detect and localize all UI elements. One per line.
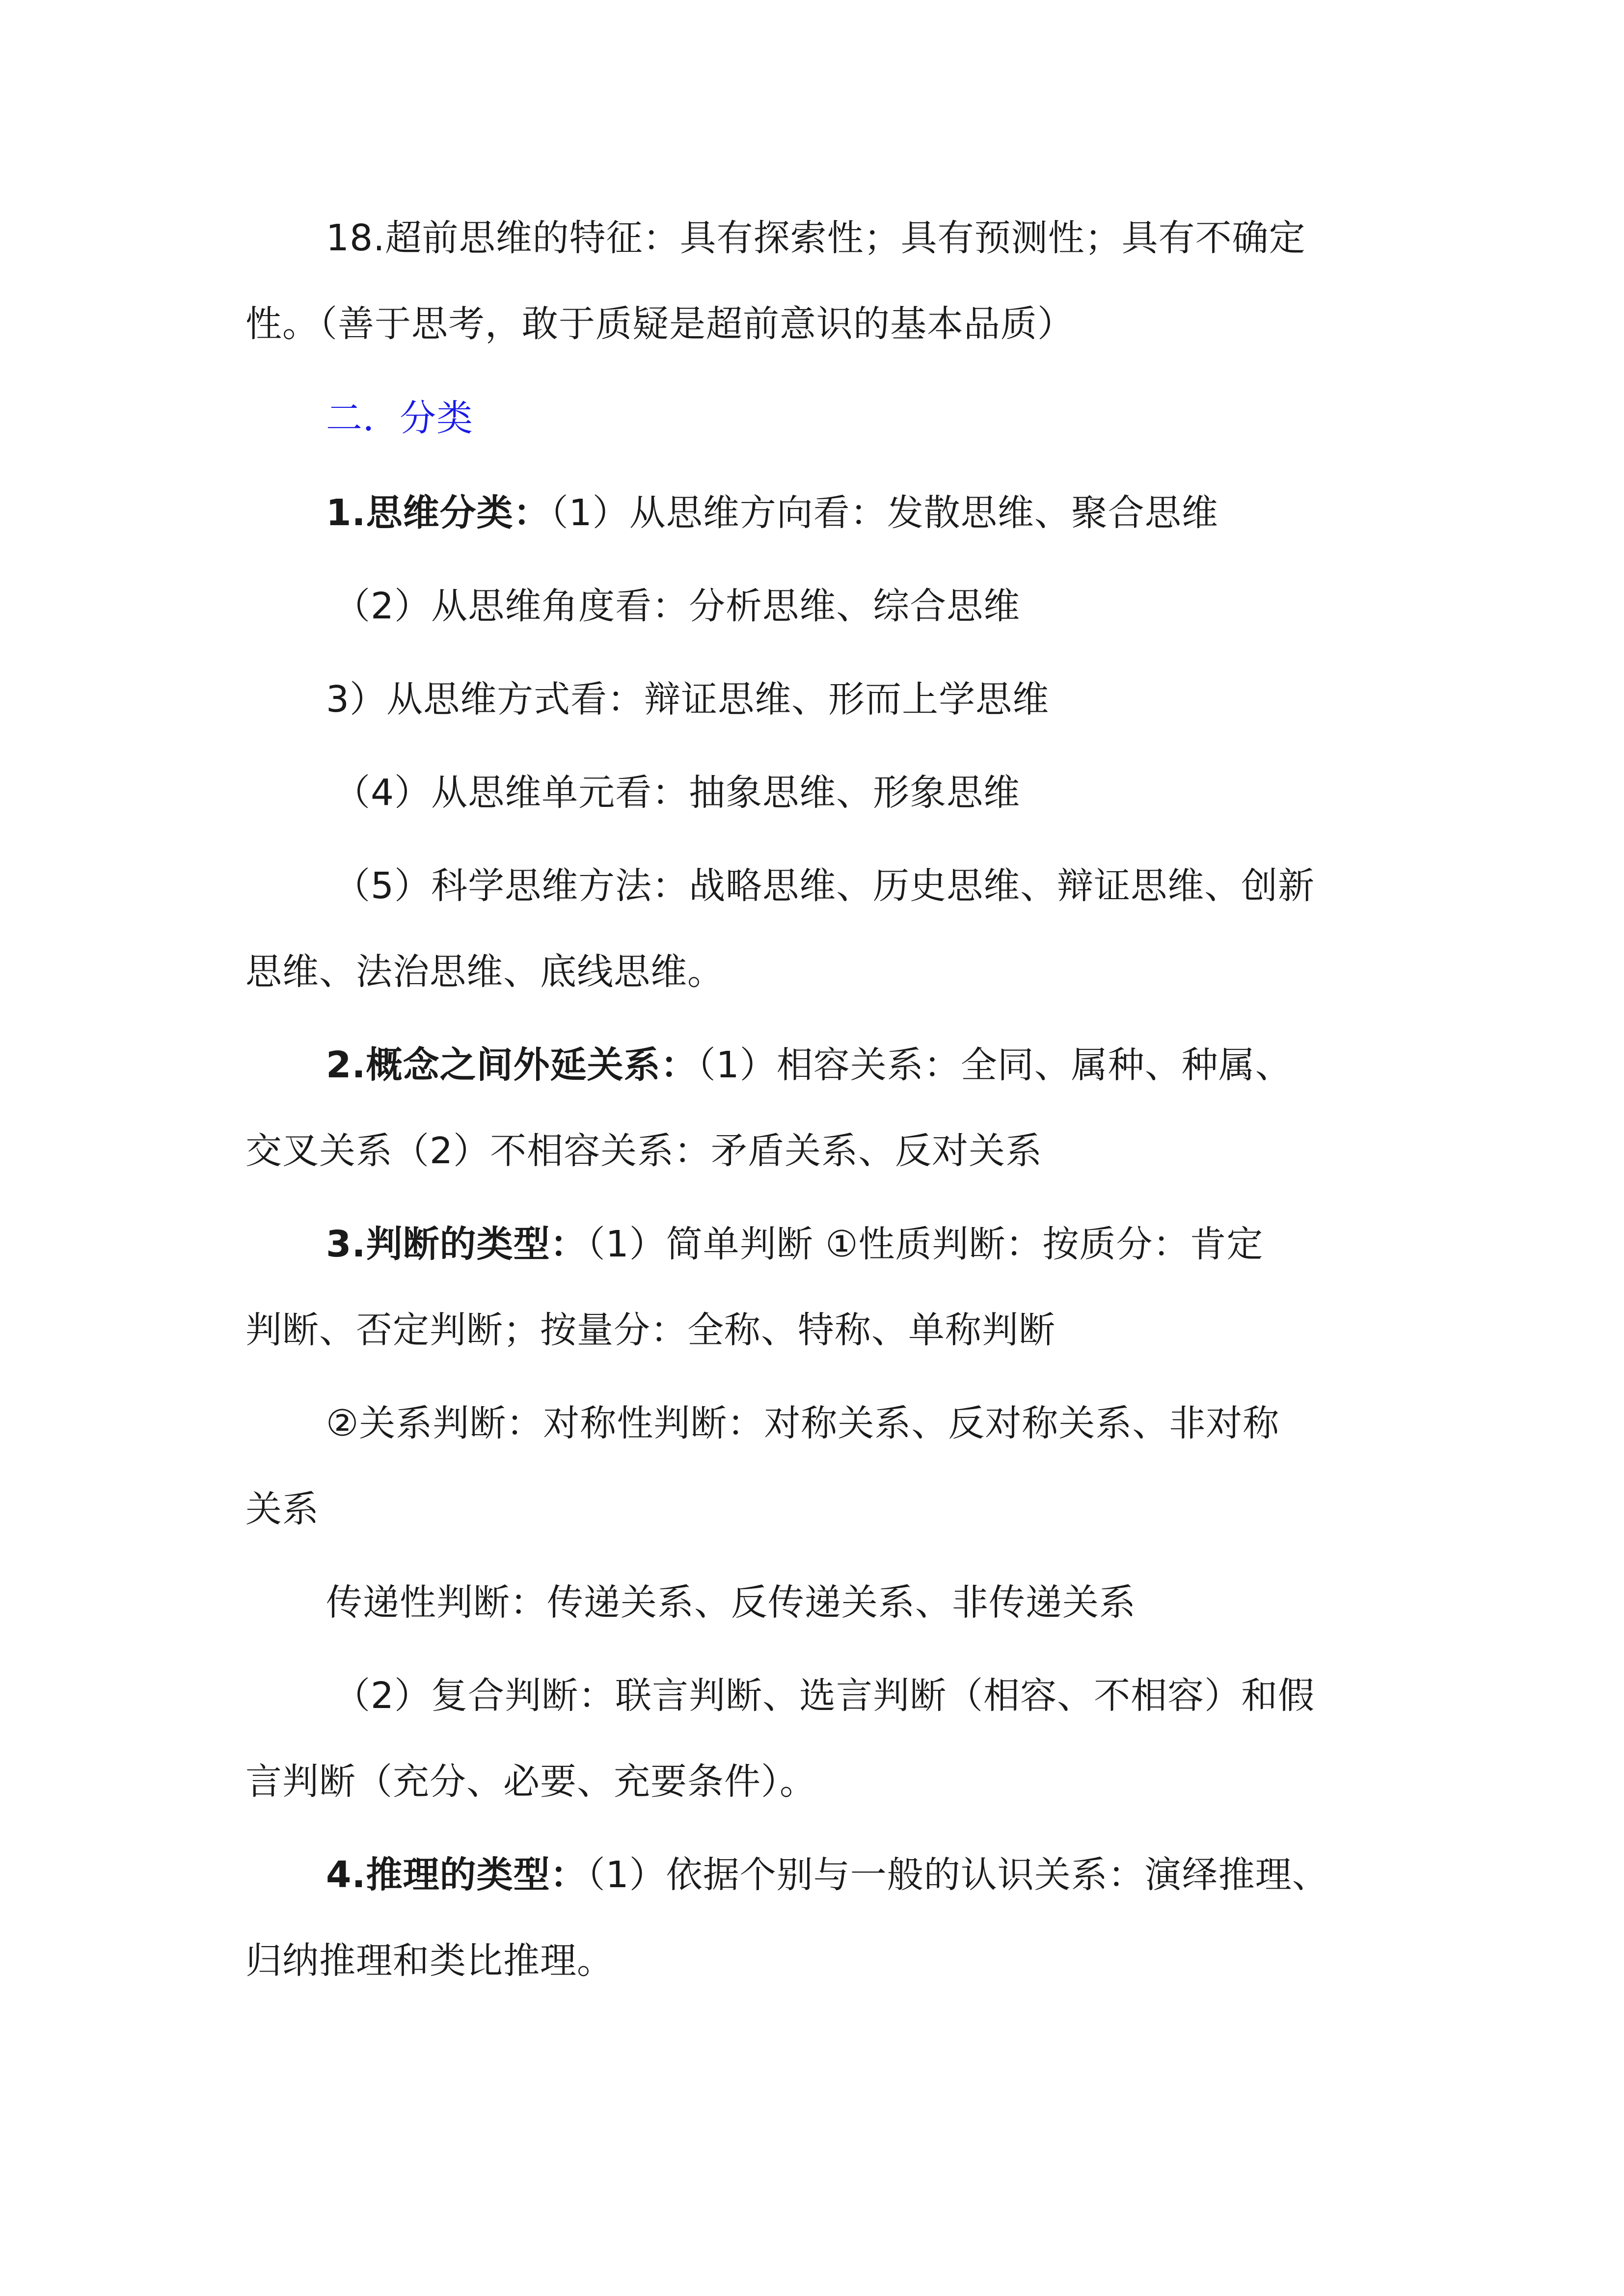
item-3-line-4: 关系 bbox=[245, 1488, 319, 1530]
item-3-line-6: （2）复合判断：联言判断、选言判断（相容、不相容）和假 bbox=[334, 1675, 1315, 1717]
item-1-line-1 bbox=[326, 488, 1218, 537]
item-4-line-1-text: （1）依据个别与一般的认识关系：演绎推理、 bbox=[587, 1854, 1329, 1896]
item-3-line-1 bbox=[326, 1220, 1264, 1269]
paragraph-18-line-1: 18.超前思维的特征：具有探索性；具有预测性；具有不确定 bbox=[326, 217, 1306, 259]
item-4-line-1 bbox=[326, 1850, 1329, 1899]
item-4-line-2: 归纳推理和类比推理。 bbox=[245, 1940, 614, 1982]
item-3-label: 3.判断的类型： bbox=[326, 1223, 587, 1265]
item-4-label: 4.推理的类型： bbox=[326, 1854, 587, 1896]
item-2-line-1 bbox=[326, 1041, 1292, 1090]
item-1-line-3: 3）从思维方式看：辩证思维、形而上学思维 bbox=[326, 678, 1050, 721]
item-2-line-2: 交叉关系（2）不相容关系：矛盾关系、反对关系 bbox=[245, 1130, 1043, 1172]
item-2-line-1-text: （1）相容关系：全同、属种、种属、 bbox=[697, 1044, 1292, 1086]
section-heading: 二．分类 bbox=[326, 397, 473, 439]
item-1-label: 1.思维分类： bbox=[326, 492, 550, 534]
item-1-line-2: （2）从思维角度看：分析思维、综合思维 bbox=[334, 585, 1021, 627]
item-3-line-1-text: （1）简单判断 ①性质判断：按质分：肯定 bbox=[587, 1223, 1264, 1265]
item-1-line-6: 思维、法治思维、底线思维。 bbox=[245, 951, 724, 993]
item-1-line-5: （5）科学思维方法：战略思维、历史思维、辩证思维、创新 bbox=[334, 865, 1315, 907]
item-2-label: 2.概念之间外延关系： bbox=[326, 1044, 698, 1086]
item-3-line-7: 言判断（充分、必要、充要条件）。 bbox=[245, 1761, 816, 1803]
item-3-line-3: ②关系判断：对称性判断：对称关系、反对称关系、非对称 bbox=[326, 1402, 1280, 1444]
item-3-line-2: 判断、否定判断；按量分：全称、特称、单称判断 bbox=[245, 1309, 1056, 1351]
paragraph-18-line-2: 性。（善于思考，敢于质疑是超前意识的基本品质） bbox=[245, 303, 1074, 345]
item-1-line-1-text: （1）从思维方向看：发散思维、聚合思维 bbox=[550, 492, 1218, 534]
item-3-line-5: 传递性判断：传递关系、反传递关系、非传递关系 bbox=[326, 1581, 1136, 1624]
item-1-line-4: （4）从思维单元看：抽象思维、形象思维 bbox=[334, 772, 1021, 814]
